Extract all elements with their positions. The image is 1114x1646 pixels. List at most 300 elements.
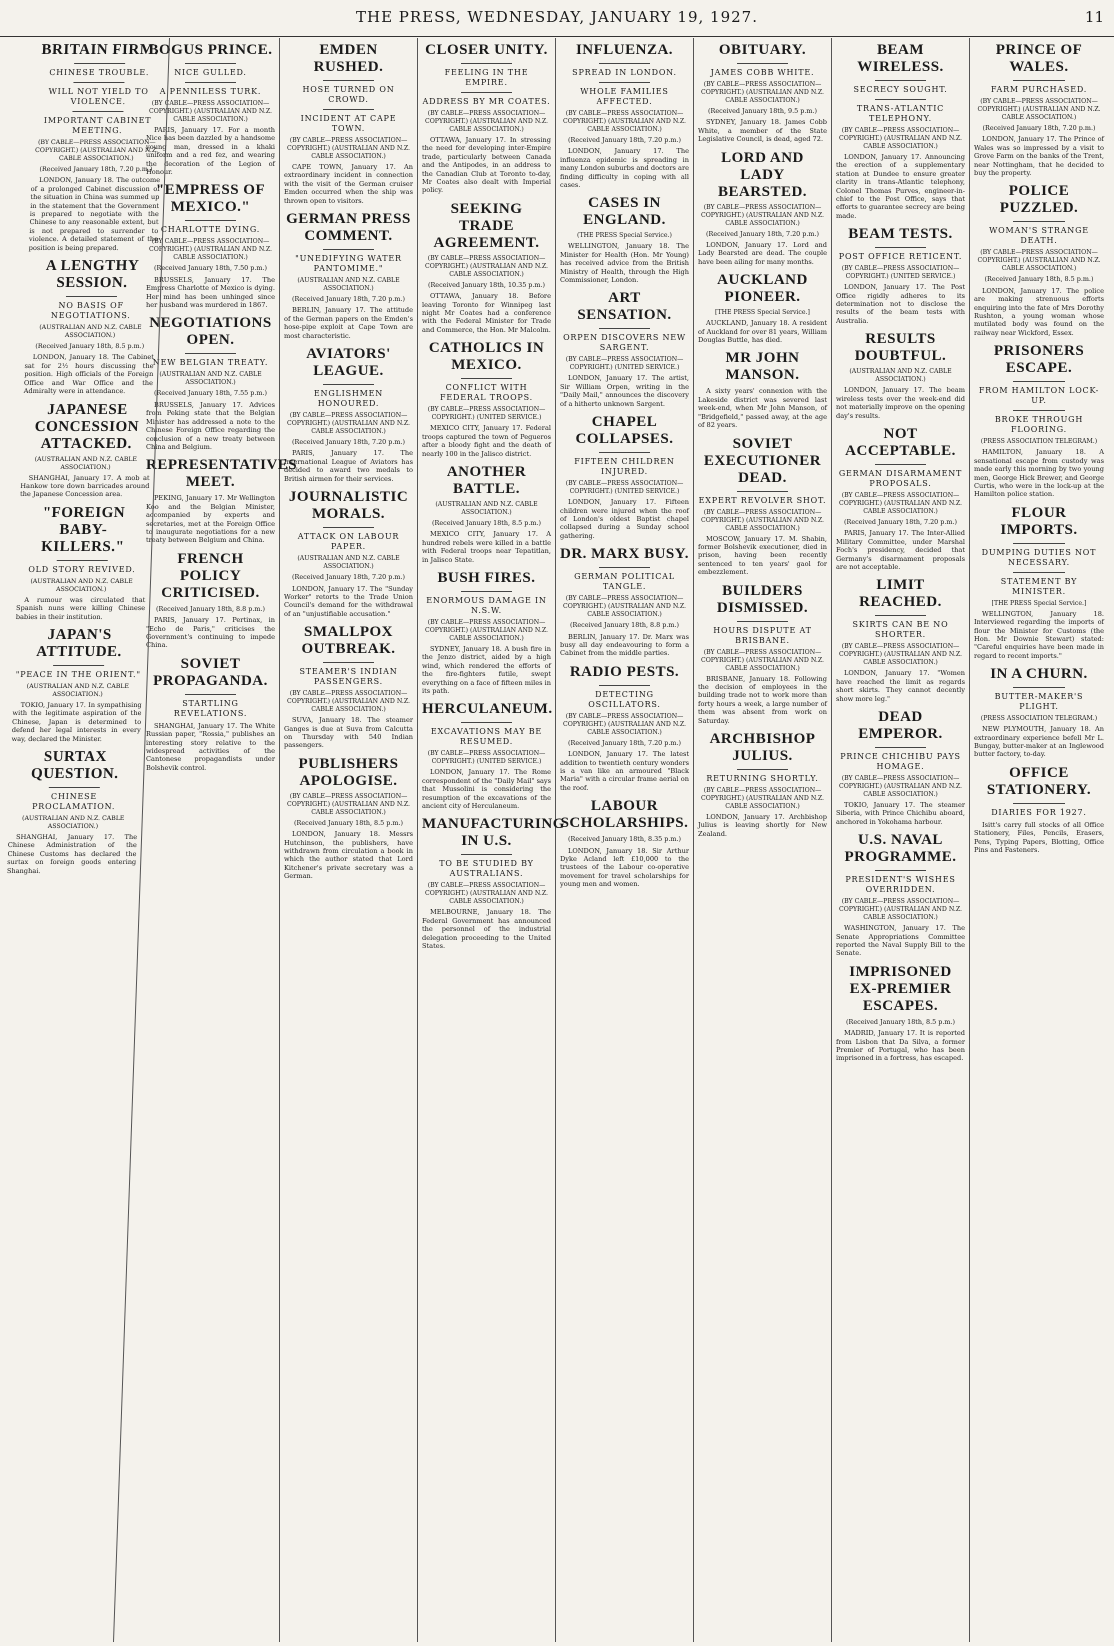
divider — [599, 82, 651, 83]
article-headline: JOURNALISTIC MORALS. — [288, 489, 409, 523]
divider — [1013, 381, 1065, 382]
article-body: Isitt's carry full stocks of all Office Stationery, Files, Pencils, Erasers, Pens, Typing Papers, Blotting, Office Pins and Fasteners. — [974, 820, 1104, 854]
divider — [323, 109, 375, 110]
article-headline: U.S. NAVAL PROGRAMME. — [844, 832, 957, 866]
article-dateline: (AUSTRALIAN AND N.Z. CABLE ASSOCIATION.) — [849, 368, 952, 384]
article — [698, 150, 827, 267]
article-headline: OBITUARY. — [718, 42, 807, 58]
article — [974, 343, 1104, 498]
article-subheading: "UNEDIFYING WATER PANTOMIME." — [295, 254, 402, 274]
article — [974, 183, 1104, 337]
article — [284, 489, 413, 618]
article-headline: CASES IN ENGLAND. — [583, 195, 666, 229]
article — [422, 570, 551, 695]
article — [560, 290, 689, 408]
article-headline: AVIATORS' LEAGUE. — [306, 346, 391, 380]
article-dateline: (AUSTRALIAN AND N.Z. CABLE ASSOCIATION.) — [435, 500, 538, 516]
article — [146, 656, 275, 772]
article-dateline: (PRESS ASSOCIATION TELEGRAM.) — [980, 438, 1098, 446]
article — [284, 42, 413, 205]
divider — [323, 80, 375, 81]
article-body: BRISBANE, January 18. Following the decision of employees in the building trade not to work more than forty hours a week, a large number of them was absent from work on Saturday. — [698, 674, 827, 725]
article — [836, 426, 965, 571]
article — [422, 701, 551, 810]
article-subheading: FEELING IN THE EMPIRE. — [444, 68, 529, 87]
article-body: LONDON, January 17. The "Sunday Worker" retorts to the Trade Union Council's demand for the withdrawal of an "unjustifiable accusation." — [284, 584, 413, 618]
divider — [599, 63, 651, 64]
divider — [1013, 410, 1065, 411]
article-dateline: (BY CABLE—PRESS ASSOCIATION—COPYRIGHT.) (AUSTRALIAN AND N.Z. CABLE ASSOCIATION.) — [286, 137, 410, 160]
article — [560, 664, 689, 792]
received-time: (Received January 18th, 7.55 p.m.) — [154, 389, 267, 398]
article — [284, 211, 413, 340]
article-subheading: POST OFFICE RETICENT. — [838, 252, 963, 262]
article-body: LONDON, January 17. The Prince of Wales was so impressed by a visit to Grove Farm on the banks of the Trent, near Nottingham, that he decided to buy the property. — [974, 135, 1104, 178]
article-headline: IMPRISONED EX-PREMIER ESCAPES. — [849, 963, 952, 1014]
divider — [185, 694, 237, 695]
received-time: (Received January 18th, 8.35 p.m.) — [568, 835, 681, 844]
article-body: SHANGHAI, January 17. The White Russian paper, "Rossia," publishes an interesting story relative to the widespread activities of the Cantonese propagandists under Bolshevik control. — [146, 721, 275, 772]
article-body: OTTAWA, January 18. Before leaving Toronto for Winnipeg last night Mr Coates had a conference with the Federal Minister for Trade and Commerce, the Hon. Mr Malcolm. — [422, 292, 551, 334]
article-headline: AUCKLAND PIONEER. — [717, 272, 808, 306]
article-dateline: (BY CABLE—PRESS ASSOCIATION—COPYRIGHT.) (AUSTRALIAN AND N.Z. CABLE ASSOCIATION.) — [838, 127, 962, 150]
article-headline: RESULTS DOUBTFUL. — [854, 331, 947, 365]
article-subheading: ORPEN DISCOVERS NEW SARGENT. — [563, 333, 686, 353]
article-headline: SEEKING TRADE AGREEMENT. — [433, 200, 540, 251]
article-subheading: ENGLISHMEN HONOURED. — [313, 389, 384, 409]
article-dateline: (AUSTRALIAN AND N.Z. CABLE ASSOCIATION.) — [297, 555, 400, 571]
article-body: A rumour was circulated that Spanish nuns were killing Chinese babies in their institution. — [15, 595, 146, 621]
article-body: PEKING, January 17. Mr Wellington Koo and the Belgian Minister, accompanied by experts and secretaries, met at the Foreign Office to inaugurate negotiations for a new treaty between Belgium and China. — [146, 494, 275, 545]
divider — [875, 247, 927, 248]
article-subheading: JAMES COBB WHITE. — [710, 68, 815, 77]
article-subheading: ADDRESS BY MR COATES. — [422, 97, 551, 106]
article-body: MEXICO CITY, January 17. A hundred rebels were killed in a battle with Federal troops near Tepatitlan, in Jalisco State. — [422, 530, 551, 564]
article-dateline: (BY CABLE—PRESS ASSOCIATION—COPYRIGHT.) (AUSTRALIAN AND N.Z. CABLE ASSOCIATION.) — [838, 643, 962, 667]
article — [698, 350, 827, 429]
received-time: (Received January 18th, 7.20 p.m.) — [292, 438, 405, 447]
article-body: OTTAWA, January 17. In stressing the need for developing inter-Empire trade, particularly between Canada and the Antipodes, in an address to the Canadian Club at Toronto to-day, Mr Coates also dealt with Imperial policy. — [422, 136, 551, 195]
article-headline: BRITAIN FIRM. — [41, 42, 159, 58]
article — [836, 577, 965, 703]
article-subheading: BROKE THROUGH FLOORING. — [994, 415, 1084, 435]
received-time: (Received January 18th, 7.20 p.m.) — [568, 738, 681, 747]
article — [836, 42, 965, 220]
article-body: PARIS, January 17. The International League of Aviators has decided to award two medals to British airmen for their services. — [284, 449, 413, 483]
article-subheading: DIARIES FOR 1927. — [991, 807, 1087, 817]
article-body: LONDON, January 18. Sir Arthur Dyke Acland left £10,000 to the trustees of the Labour co-operative movement for travel scholarships for young men and women. — [560, 846, 689, 889]
article — [11, 627, 144, 743]
article-body: LONDON, January 18. The Cabinet sat for 2½ hours discussing the position. High officials of the Foreign Office and War Office and the Admiralty were in attendance. — [23, 353, 154, 396]
article-body: CAPE TOWN, January 17. An extraordinary incident in connection with the visit of the German cruiser Emden occurred when the ship was thrown open to visitors. — [284, 163, 413, 205]
article-subheading: PRINCE CHICHIBU PAYS HOMAGE. — [840, 751, 961, 771]
article — [560, 798, 689, 888]
article-subheading: NICE GULLED. — [174, 68, 247, 77]
divider — [1013, 572, 1065, 573]
article-body: LONDON, January 17. The Post Office rigidly adheres to its determination not to disclose the results of the beam tests with Australia. — [836, 283, 965, 325]
article-dateline: (BY CABLE—PRESS ASSOCIATION—COPYRIGHT.) (AUSTRALIAN AND N.Z. CABLE ASSOCIATION.) — [562, 595, 686, 619]
article-dateline: (BY CABLE—PRESS ASSOCIATION—COPYRIGHT.) (UNITED SERVICE.) — [565, 356, 684, 372]
article-headline: BOGUS PRINCE. — [148, 42, 273, 58]
article-headline: LIMIT REACHED. — [859, 577, 942, 611]
article-subheading: WILL NOT YIELD TO VIOLENCE. — [48, 87, 149, 106]
article — [560, 42, 689, 189]
article — [560, 195, 689, 284]
article-body: LONDON, January 17. Lord and Lady Bearsted are dead. The couple have been ailing for many months. — [698, 241, 827, 266]
divider — [599, 685, 651, 686]
article-subheading: EXCAVATIONS MAY BE RESUMED. — [430, 727, 543, 747]
divider — [73, 82, 125, 83]
news-columns — [4, 38, 1110, 1642]
divider — [461, 63, 513, 64]
article-subheading: IMPORTANT CABINET MEETING. — [43, 116, 152, 135]
divider — [323, 662, 375, 663]
article-body: PARIS, January 17. The Inter-Allied Military Committee, under Marshal Foch's presidency, decided that Germany's disarmament proposals are not acceptable. — [836, 529, 965, 571]
article-body: LONDON, January 17. "Women have reached the limit as regards short skirts. They cannot decently show more leg." — [836, 669, 965, 703]
article-body: A sixty years' connexion with the Lakeside district was severed last week-end, when Mr John Manson, of "Bridgefield," passed away, at the age of 82 years. — [698, 387, 827, 430]
article — [146, 182, 275, 309]
divider — [53, 665, 105, 666]
article-headline: JAPAN'S ATTITUDE. — [36, 626, 123, 660]
masthead — [0, 0, 1114, 37]
divider — [875, 80, 927, 81]
article-body: PARIS, January 17. For a month Nice has been dazzled by a handsome young man, dressed in a khaki uniform and a red fez, and wearing the decoration of the Legion of Honour. — [146, 126, 275, 177]
article-headline: JAPANESE CONCESSION ATTACKED. — [34, 401, 140, 452]
page-number: 11 — [1084, 8, 1104, 26]
article-headline: BUILDERS DISMISSED. — [716, 582, 809, 616]
article — [974, 42, 1104, 177]
divider — [323, 527, 375, 528]
divider — [461, 378, 513, 379]
article-dateline: (BY CABLE—PRESS ASSOCIATION—COPYRIGHT.) (AUSTRALIAN AND N.Z. CABLE ASSOCIATION.) — [424, 110, 548, 133]
article-body: MEXICO CITY, January 17. Federal troops captured the town of Pegueros after a bloody fight and the death of nearly 100 in the Jalisco district. — [422, 424, 551, 458]
article — [422, 42, 551, 195]
article-body: SUVA, January 18. The steamer Ganges is due at Suva from Calcutta on Thursday with 540 Indian passengers. — [284, 716, 413, 750]
article — [29, 42, 165, 252]
received-time: (Received January 18th, 7.20 p.m.) — [568, 136, 681, 144]
article-dateline: (BY CABLE—PRESS ASSOCIATION—COPYRIGHT.) (AUSTRALIAN AND N.Z. CABLE ASSOCIATION.) — [977, 249, 1101, 273]
divider — [1013, 687, 1065, 688]
article-subheading: CHARLOTTE DYING. — [160, 225, 261, 235]
received-time: (Received January 18th, 7.20 p.m.) — [982, 124, 1096, 132]
article-dateline: (BY CABLE—PRESS ASSOCIATION—COPYRIGHT.) (UNITED SERVICE.) — [841, 265, 960, 281]
article-headline: LORD AND LADY BEARSTED. — [717, 149, 808, 200]
article-subheading: TRANS-ATLANTIC TELEPHONY. — [856, 104, 945, 123]
article — [974, 505, 1104, 660]
article — [146, 315, 275, 451]
article-headline: BEAM TESTS. — [848, 226, 953, 243]
received-time: (Received January 18th, 7.20 p.m.) — [844, 517, 957, 526]
article-subheading: OLD STORY REVIVED. — [28, 564, 136, 574]
divider — [185, 353, 237, 354]
received-time: (Received January 18th, 8.5 p.m.) — [984, 275, 1094, 284]
received-time: (Received January 18th, 8.8 p.m.) — [156, 604, 265, 613]
article-dateline: (BY CABLE—PRESS ASSOCIATION—COPYRIGHT.) (UNITED SERVICE.) — [565, 480, 684, 496]
article-headline: POLICE PUZZLED. — [999, 183, 1079, 217]
article-headline: SMALLPOX OUTBREAK. — [301, 624, 396, 658]
article-dateline: (AUSTRALIAN AND N.Z. CABLE ASSOCIATION.) — [39, 324, 142, 340]
article-subheading: STATEMENT BY MINISTER. — [1000, 576, 1078, 596]
article-body: LONDON, January 17. The beam wireless tests over the week-end did not materially improve on the opening day's results. — [836, 386, 965, 420]
divider — [737, 491, 789, 492]
article-dateline: (BY CABLE—PRESS ASSOCIATION—COPYRIGHT.) (AUSTRALIAN AND N.Z. CABLE ASSOCIATION.) — [838, 898, 962, 922]
article-body: BRUSSELS, January 17. Advices from Peking state that the Belgian Minister has addressed a note to the Chinese Foreign Office regarding the conclusion of a new treaty between China and Belgium. — [146, 400, 275, 451]
article-subheading: STEAMER'S INDIAN PASSENGERS. — [299, 667, 398, 687]
article-subheading: HOSE TURNED ON CROWD. — [302, 85, 395, 104]
article-dateline: (AUSTRALIAN AND N.Z. CABLE ASSOCIATION.) — [297, 277, 400, 293]
received-time: (Received January 18th, 7.50 p.m.) — [154, 264, 267, 273]
article-body: LONDON, January 17. The Rome correspondent of the "Daily Mail" says that Mussolini is considering the resumption of the excavations of the ancient city of Herculaneum. — [422, 768, 551, 810]
received-time: (Received January 18th, 7.20 p.m.) — [292, 295, 405, 304]
article-subheading: NEW BELGIAN TREATY. — [152, 358, 269, 368]
article — [698, 731, 827, 838]
newspaper-title: THE PRESS, WEDNESDAY, JANUARY 19, 1927. — [356, 8, 758, 26]
article-dateline: (PRESS ASSOCIATION TELEGRAM.) — [980, 715, 1098, 723]
article-dateline: (BY CABLE—PRESS ASSOCIATION—COPYRIGHT.) (AUSTRALIAN AND N.Z. CABLE ASSOCIATION.) — [34, 139, 159, 162]
divider — [66, 296, 118, 297]
article — [146, 551, 275, 650]
article-headline: NOT ACCEPTABLE. — [845, 425, 956, 459]
divider — [875, 464, 927, 465]
divider — [72, 111, 124, 112]
article-dateline: (BY CABLE—PRESS ASSOCIATION—COPYRIGHT.) (AUSTRALIAN AND N.Z. CABLE ASSOCIATION.) — [286, 412, 410, 436]
article-body: TOKIO, January 17. In sympathising with the legitimate aspiration of the Chinese, Japan is determined to defend her legal interests in every way, declared the Minister. — [11, 700, 142, 743]
article-dateline: (BY CABLE—PRESS ASSOCIATION—COPYRIGHT.) (AUSTRALIAN AND N.Z. CABLE ASSOCIATION.) — [562, 712, 686, 736]
article-headline: REPRESENTATIVES MEET. — [146, 457, 298, 491]
received-time: (Received January 18th, 10.35 p.m.) — [427, 280, 546, 289]
article-dateline: (BY CABLE—PRESS ASSOCIATION—COPYRIGHT.) (UNITED SERVICE.) — [427, 406, 546, 422]
article-body: SYDNEY, January 18. James Cobb White, a member of the State Legislative Council, is dead, aged 72. — [698, 118, 827, 144]
article-subheading: SPREAD IN LONDON. — [572, 68, 677, 77]
article — [284, 346, 413, 483]
article-dateline: (BY CABLE—PRESS ASSOCIATION—COPYRIGHT.) (AUSTRALIAN AND N.Z. CABLE ASSOCIATION.) — [838, 491, 962, 515]
column-7 — [832, 38, 970, 1642]
divider — [599, 567, 651, 568]
article-headline: PRINCE OF WALES. — [995, 42, 1083, 75]
received-time: (Received January 18th, 7.20 p.m.) — [39, 165, 153, 173]
received-time: (Received January 18th, 9.5 p.m.) — [708, 107, 817, 115]
divider — [875, 99, 927, 100]
article-body: WASHINGTON, January 17. The Senate Appropriations Committee reported the Naval Supply Bill to the Senate. — [836, 924, 965, 958]
received-time: (Received January 18th, 8.5 p.m.) — [432, 518, 541, 527]
article-subheading: SECRECY SOUGHT. — [853, 85, 948, 94]
article-subheading: WOMAN'S STRANGE DEATH. — [989, 226, 1089, 246]
article — [560, 414, 689, 540]
article-dateline: (BY CABLE—PRESS ASSOCIATION—COPYRIGHT.) (AUSTRALIAN AND N.Z. CABLE ASSOCIATION.) — [286, 690, 410, 714]
divider — [185, 63, 237, 64]
column-4 — [418, 38, 565, 1642]
article-headline: OFFICE STATIONERY. — [986, 764, 1092, 798]
article-dateline: [THE PRESS Special Service.] — [991, 599, 1087, 607]
article-subheading: WHOLE FAMILIES AFFECTED. — [580, 87, 669, 106]
article — [560, 546, 689, 658]
divider — [1013, 803, 1065, 804]
article-body: LONDON, January 18. Messrs Hutchinson, the publishers, have withdrawn from circulation a book in which the author stated that Lord Kitchener's private secretary was a German. — [284, 830, 413, 881]
article-subheading: HOURS DISPUTE AT BRISBANE. — [713, 625, 812, 645]
article — [422, 201, 551, 334]
article-headline: BEAM WIRELESS. — [857, 42, 944, 75]
divider — [737, 621, 789, 622]
article — [836, 331, 965, 420]
article-subheading: CHINESE TROUBLE. — [49, 68, 150, 77]
article-subheading: ENORMOUS DAMAGE IN N.S.W. — [426, 595, 547, 615]
article — [284, 624, 413, 750]
article — [974, 666, 1104, 759]
divider — [737, 769, 789, 770]
article-headline: ARCHBISHOP JULIUS. — [709, 730, 816, 764]
article-dateline: (BY CABLE—PRESS ASSOCIATION—COPYRIGHT.) (AUSTRALIAN AND N.Z. CABLE ASSOCIATION.) — [148, 238, 272, 262]
divider — [1013, 543, 1065, 544]
article-subheading: STARTLING REVELATIONS. — [173, 698, 248, 718]
article — [422, 340, 551, 458]
article-subheading: DETECTING OSCILLATORS. — [588, 689, 661, 709]
divider — [875, 870, 927, 871]
article-headline: BUSH FIRES. — [437, 569, 536, 586]
article-dateline: (BY CABLE—PRESS ASSOCIATION—COPYRIGHT.) (AUSTRALIAN AND N.Z. CABLE ASSOCIATION.) — [700, 508, 824, 532]
article-body: NEW PLYMOUTH, January 18. An extraordinary experience befell Mr L. Bungay, butter-maker at an Inglewood butter factory, to-day. — [974, 725, 1104, 759]
article-dateline: (BY CABLE—PRESS ASSOCIATION—COPYRIGHT.) (AUSTRALIAN AND N.Z. CABLE ASSOCIATION.) — [700, 648, 824, 672]
article-body: HAMILTON, January 18. A sensational escape from custody was made early this morning by two young men, George Hick Brewer, and George Curtis, who were in the lock-up at the Hamilton police station. — [974, 448, 1104, 499]
article-body: LONDON, January 17. The artist, Sir William Orpen, writing in the "Daily Mail," announces the discovery of a hitherto unknown Sargent. — [560, 374, 689, 408]
article-subheading: FIFTEEN CHILDREN INJURED. — [574, 457, 675, 477]
article — [974, 765, 1104, 855]
divider — [599, 452, 651, 453]
article-subheading: SKIRTS CAN BE NO SHORTER. — [852, 620, 949, 640]
column-5 — [556, 38, 694, 1642]
article — [16, 505, 149, 621]
received-time: (Received January 18th, 8.5 p.m.) — [846, 1017, 955, 1026]
article-body: WELLINGTON, January 18. Interviewed regarding the imports of flour the Minister for Customs (the Hon. Mr Downie Stewart) stated: "Careful enquiries have been made in regard to recent imports." — [974, 609, 1104, 660]
article-subheading: CHINESE PROCLAMATION. — [31, 791, 116, 811]
divider — [461, 591, 513, 592]
divider — [875, 747, 927, 748]
article-body: SHANGHAI, January 17. The Chinese Administration of the Chinese Customs has declared the surtax on foreign goods entering Shanghai. — [6, 832, 138, 875]
article — [7, 749, 140, 875]
article-subheading: GERMAN DISARMAMENT PROPOSALS. — [838, 468, 963, 488]
divider — [461, 722, 513, 723]
article-dateline: (AUSTRALIAN AND N.Z. CABLE ASSOCIATION.) — [26, 682, 130, 698]
column-2 — [142, 38, 298, 1642]
article-dateline: (BY CABLE—PRESS ASSOCIATION—COPYRIGHT.) (AUSTRALIAN AND N.Z. CABLE ASSOCIATION.) — [838, 774, 962, 798]
article — [146, 457, 298, 545]
article-dateline: [THE PRESS Special Service.] — [715, 309, 810, 317]
article-headline: HERCULANEUM. — [422, 701, 553, 718]
article-headline: SURTAX QUESTION. — [30, 748, 119, 782]
article-body: LONDON, January 17. The influenza epidemic is spreading in many London suburbs and doctors are finding difficulty in coping with all cases. — [560, 147, 689, 190]
article-subheading: DUMPING DUTIES NOT NECESSARY. — [981, 547, 1097, 567]
divider — [49, 787, 101, 788]
article-dateline: (THE PRESS Special Service.) — [577, 232, 672, 240]
article-headline: INFLUENZA. — [575, 42, 674, 58]
article — [20, 402, 152, 499]
article-headline: LABOUR SCHOLARSHIPS. — [560, 798, 689, 832]
article-dateline: (BY CABLE—PRESS ASSOCIATION—COPYRIGHT.) (AUSTRALIAN AND N.Z. CABLE ASSOCIATION.) — [424, 618, 548, 642]
divider — [737, 63, 789, 64]
article-body: LONDON, January 17. Archbishop Julius is leaving shortly for New Zealand. — [698, 812, 827, 838]
article-headline: FRENCH POLICY CRITICISED. — [161, 550, 260, 601]
article-headline: GERMAN PRESS COMMENT. — [286, 211, 411, 245]
received-time: (Received January 18th, 7.20 p.m.) — [706, 229, 819, 238]
article-headline: "FOREIGN BABY-KILLERS." — [40, 504, 126, 555]
article-dateline: (BY CABLE—PRESS ASSOCIATION—COPYRIGHT.) (AUSTRALIAN AND N.Z. CABLE ASSOCIATION.) — [424, 882, 548, 906]
column-3 — [280, 38, 418, 1642]
article-headline: MANUFACTURING IN U.S. — [422, 816, 565, 850]
article-dateline: (AUSTRALIAN AND N.Z. CABLE ASSOCIATION.) — [21, 814, 125, 830]
article-subheading: "PEACE IN THE ORIENT." — [15, 669, 142, 679]
article-subheading: CONFLICT WITH FEDERAL TROOPS. — [440, 383, 533, 403]
article-subheading: EXPERT REVOLVER SHOT. — [698, 495, 827, 505]
article — [698, 272, 827, 344]
article-dateline: (AUSTRALIAN AND N.Z. CABLE ASSOCIATION.) — [34, 455, 138, 471]
article-body: BERLIN, January 17. The attitude of the German papers on the Emden's hose-pipe exploit at Cape Town are most characteristic. — [284, 306, 413, 340]
article-headline: FLOUR IMPORTS. — [1000, 504, 1078, 538]
article-headline: PRISONERS ESCAPE. — [993, 343, 1085, 377]
divider — [74, 63, 126, 64]
article — [422, 464, 551, 564]
article-subheading: PRESIDENT'S WISHES OVERRIDDEN. — [845, 875, 956, 895]
article-dateline: (BY CABLE—PRESS ASSOCIATION—COPYRIGHT.) (UNITED SERVICE.) — [427, 750, 546, 766]
article-headline: MR JOHN MANSON. — [725, 350, 800, 384]
article-dateline: (BY CABLE—PRESS ASSOCIATION—COPYRIGHT.) (AUSTRALIAN AND N.Z. CABLE ASSOCIATION.) — [700, 786, 824, 810]
divider — [599, 328, 651, 329]
divider — [1013, 221, 1065, 222]
article-headline: EMDEN RUSHED. — [313, 42, 384, 75]
article — [24, 258, 158, 395]
article-headline: "EMPRESS OF MEXICO." — [155, 182, 266, 216]
article-dateline: (BY CABLE—PRESS ASSOCIATION—COPYRIGHT.) (AUSTRALIAN AND N.Z. CABLE ASSOCIATION.) — [977, 98, 1101, 121]
article-subheading: A PENNILESS TURK. — [159, 87, 262, 96]
column-6 — [694, 38, 832, 1642]
article-dateline: (BY CABLE—PRESS ASSOCIATION—COPYRIGHT.) (AUSTRALIAN AND N.Z. CABLE ASSOCIATION.) — [424, 254, 548, 278]
article-dateline: (BY CABLE—PRESS ASSOCIATION—COPYRIGHT.) (AUSTRALIAN AND N.Z. CABLE ASSOCIATION.) — [700, 203, 824, 227]
article-headline: RADIO PESTS. — [569, 663, 680, 680]
article-headline: ANOTHER BATTLE. — [446, 463, 527, 497]
article — [836, 226, 965, 325]
article-headline: PUBLISHERS APOLOGISE. — [298, 755, 399, 789]
article-subheading: ATTACK ON LABOUR PAPER. — [297, 532, 400, 552]
article-body: LONDON, January 17. Fifteen children were injured when the roof of London's oldest Baptist chapel collapsed during a Sunday school gathering. — [560, 498, 689, 540]
article-body: SHANGHAI, January 17. A mob at Hankow tore down barricades around the Japanese Concession area. — [19, 473, 150, 499]
article — [422, 816, 565, 951]
divider — [323, 384, 375, 385]
article-subheading: NO BASIS OF NEGOTIATIONS. — [50, 301, 131, 321]
article-headline: ART SENSATION. — [577, 290, 672, 324]
article-body: LONDON, January 17. The latest addition to twentieth century wonders is a van like an armoured "Black Maria" with a circular frame aerial on the roof. — [560, 750, 689, 792]
article-body: LONDON, January 17. Announcing the erection of a supplementary station at Dundee to ensure greater clarity in trans-Atlantic telephony, Colonel Thomas Purves, engineer-in-chief to the Post Office, says that efforts to guarantee secrecy are being made. — [836, 153, 965, 220]
article-headline: A LENGTHY SESSION. — [45, 258, 140, 292]
article-headline: NEGOTIATIONS OPEN. — [149, 315, 272, 349]
article-body: LONDON, January 18. The outcome of a prolonged Cabinet discussion of the situation in China was summed up in the statement that the Government is prepared to negotiate with the Chinese to any reasonable extent, but is not prepared to surrender to violence. A detailed statement of the position is being prepared. — [28, 176, 161, 252]
article-subheading: RETURNING SHORTLY. — [706, 773, 819, 783]
article — [836, 709, 965, 826]
article-headline: DR. MARX BUSY. — [560, 546, 689, 563]
article — [836, 832, 965, 958]
article-headline: CLOSER UNITY. — [425, 42, 548, 58]
article-subheading: FROM HAMILTON LOCK-UP. — [978, 386, 1100, 406]
divider — [875, 615, 927, 616]
divider — [1013, 80, 1065, 81]
article-body: LONDON, January 17. The police are making strenuous efforts enquiring into the fate of Mrs Dorothy Rushton, a young woman whose mutilated body was found on the railway near Wickford, Essex. — [974, 286, 1104, 337]
article — [284, 756, 413, 881]
article-body: MELBOURNE, January 18. The Federal Government has announced the personnel of the industrial delegation proceeding to the United States. — [422, 908, 551, 951]
divider — [185, 220, 237, 221]
article-body: MADRID, January 17. It is reported from Lisbon that Da Silva, a former Premier of Portugal, who has been imprisoned in a fortress, has escaped. — [836, 1029, 965, 1063]
article-body: TOKIO, January 17. The steamer Siberia, with Prince Chichibu aboard, anchored in Yokohama harbour. — [836, 800, 965, 826]
article-body: PARIS, January 17. Pertinax, in "Echo de Paris," criticises the Government's continuing to impede China. — [146, 616, 275, 650]
article-dateline: (BY CABLE—PRESS ASSOCIATION—COPYRIGHT.) (AUSTRALIAN AND N.Z. CABLE ASSOCIATION.) — [700, 81, 824, 104]
article-body: WELLINGTON, January 18. The Minister for Health (Hon. Mr Young) has received advice from the British Ministry of Health, through the High Commissioner, London. — [560, 242, 689, 285]
article-headline: CATHOLICS IN MEXICO. — [428, 340, 545, 374]
